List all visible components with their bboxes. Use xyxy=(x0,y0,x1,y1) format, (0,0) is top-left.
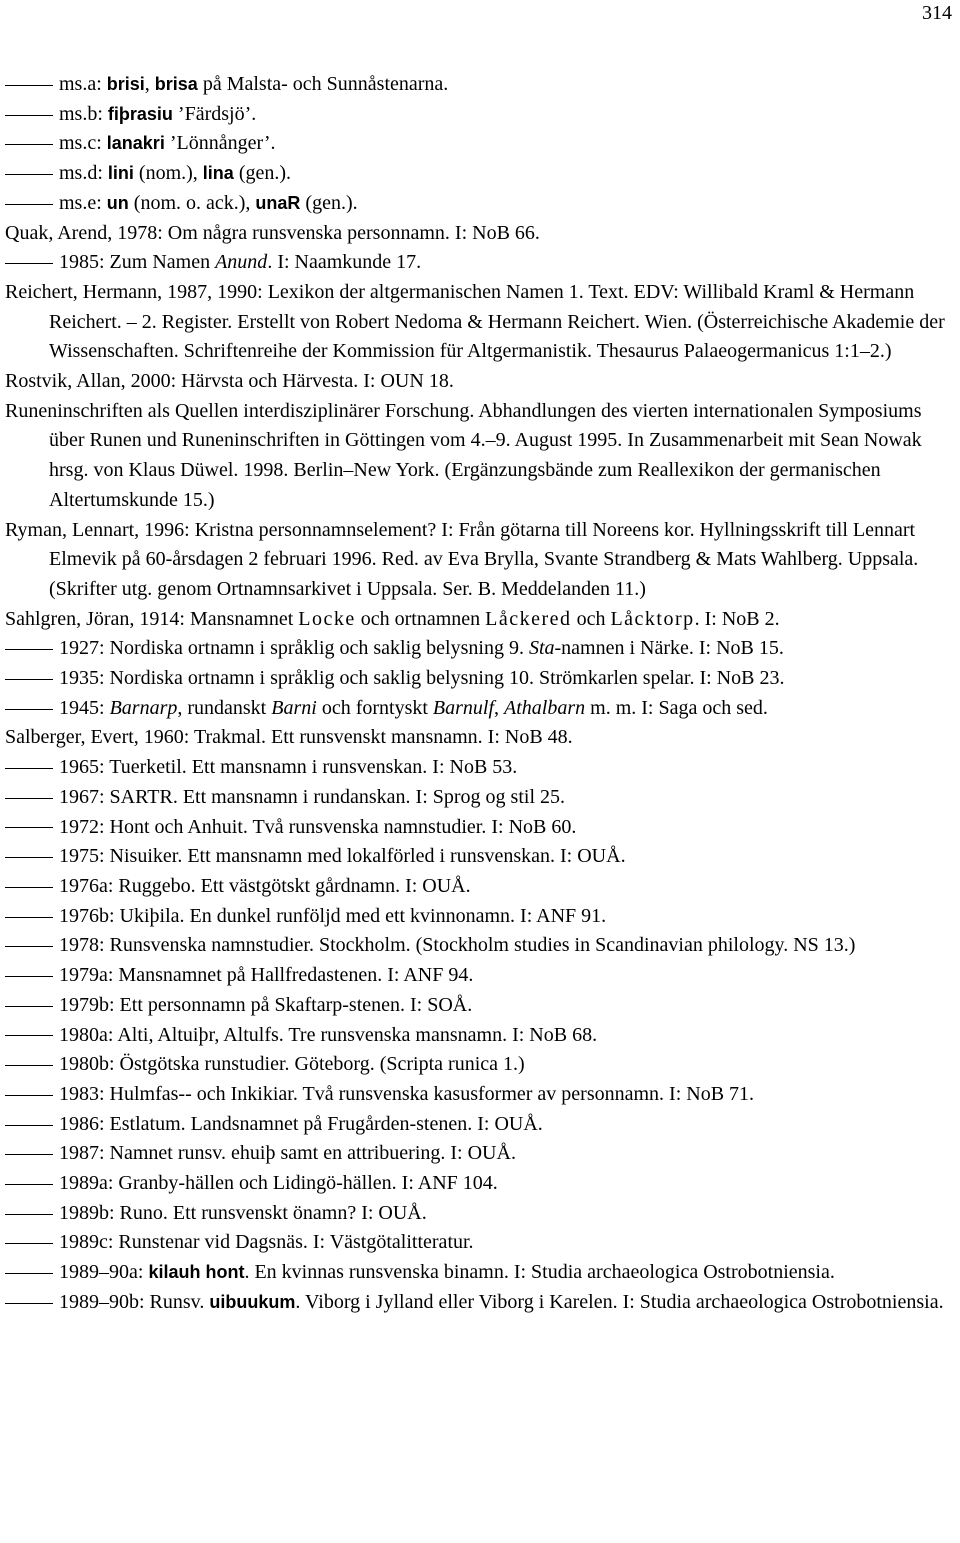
repeat-author-dash xyxy=(5,144,53,145)
entry-text: ms.a: xyxy=(59,73,107,95)
bibliography-entry xyxy=(5,1139,953,1169)
entry-text: ’Lönnånger’. xyxy=(164,132,276,155)
bibliography-entry xyxy=(5,1080,953,1110)
italic-text: Barnulf xyxy=(432,696,495,719)
bibliography-entry xyxy=(5,248,953,278)
bibliography-entry xyxy=(5,694,953,724)
page-number: 314 xyxy=(922,2,952,24)
entry-text: ms.b: xyxy=(59,102,108,125)
runic-transliteration: lini xyxy=(107,163,134,184)
entry-text: (gen.). xyxy=(300,191,358,214)
bibliography-list xyxy=(5,70,953,1318)
bibliography-entry xyxy=(5,991,953,1021)
entry-text: 1987: Namnet runsv. ehuiþ samt en attribuering. I: OUÅ. xyxy=(59,1142,516,1165)
entry-text: ms.c: xyxy=(59,132,107,155)
entry-text: Reichert, Hermann, 1987, 1990: Lexikon der altgermanischen Namen 1. Text. EDV: Willibald Kraml & Hermann Reichert. – 2. Register. Erstellt von Robert Nedoma & Hermann Reichert. Wien. (Österreichische Akademie der Wissenschaften. Schriftenreihe der Kommission für Altgermanistik. Thesaurus Palaeogermanicus 1:1–2.) xyxy=(5,280,945,363)
entry-text: 1989–90a: xyxy=(59,1261,149,1284)
runic-transliteration: lanakri xyxy=(106,133,165,154)
repeat-author-dash xyxy=(5,1065,53,1066)
runic-transliteration: kilauh hont xyxy=(148,1262,245,1283)
entry-text: . Viborg i Jylland eller Viborg i Karelen. I: Studia archaeologica Ostrobotniensia. xyxy=(295,1290,944,1313)
entry-text: 1935: Nordiska ortnamn i språklig och saklig belysning 10. Strömkarlen spelar. I: NoB 23. xyxy=(59,667,785,690)
entry-text: 1979a: Mansnamnet på Hallfredastenen. I: ANF 94. xyxy=(59,964,474,987)
entry-text: ms.e: xyxy=(59,191,107,214)
bibliography-entry xyxy=(5,516,953,605)
entry-text: . En kvinnas runsvenska binamn. I: Studia archaeologica Ostrobotniensia. xyxy=(244,1261,835,1284)
repeat-author-dash xyxy=(5,1214,53,1215)
bibliography-entry xyxy=(5,931,953,961)
repeat-author-dash xyxy=(5,1243,53,1244)
repeat-author-dash xyxy=(5,204,53,205)
repeat-author-dash xyxy=(5,1184,53,1185)
entry-text: 1967: SARTR. Ett mansnamn i rundanskan. I: Sprog og stil 25. xyxy=(59,785,566,808)
repeat-author-dash xyxy=(5,1303,53,1304)
repeat-author-dash xyxy=(5,857,53,858)
entry-text: 1985: Zum Namen xyxy=(59,251,216,274)
bibliography-entry xyxy=(5,1050,953,1080)
bibliography-entry xyxy=(5,723,953,753)
repeat-author-dash xyxy=(5,1125,53,1126)
entry-text: 1978: Runsvenska namnstudier. Stockholm. (Stockholm studies in Scandinavian philology. NS 13.) xyxy=(59,934,856,957)
runic-transliteration: un xyxy=(106,192,129,213)
bibliography-entry xyxy=(5,100,953,130)
entry-text: på Malsta- och Sunnåstenarna. xyxy=(197,73,449,95)
italic-text: Athalbarn xyxy=(504,696,586,719)
bibliography-entry xyxy=(5,902,953,932)
repeat-author-dash xyxy=(5,827,53,828)
entry-text: ms.d: xyxy=(59,162,108,185)
entry-text: 1972: Hont och Anhuit. Två runsvenska namnstudier. I: NoB 60. xyxy=(59,815,577,838)
repeat-author-dash xyxy=(5,174,53,175)
bibliography-entry xyxy=(5,1021,953,1051)
bibliography-entry xyxy=(5,1110,953,1140)
entry-text: 1989b: Runo. Ett runsvenskt önamn? I: OUÅ. xyxy=(59,1201,427,1224)
bibliography-entry xyxy=(5,219,953,249)
bibliography-entry xyxy=(5,605,953,635)
repeat-author-dash xyxy=(5,976,53,977)
spaced-name: Locke xyxy=(298,607,356,630)
spaced-name: Låckered xyxy=(485,607,572,630)
italic-text: Sta xyxy=(528,637,555,660)
entry-text: . I: NoB 2. xyxy=(694,607,780,630)
repeat-author-dash xyxy=(5,709,53,710)
repeat-author-dash xyxy=(5,1006,53,1007)
entry-text: Sahlgren, Jöran, 1914: Mansnamnet xyxy=(5,607,299,630)
entry-text: Ryman, Lennart, 1996: Kristna personnamnselement? I: Från götarna till Noreens kor. Hyllningsskrift till Lennart Elmevik på 60-årsdagen 2 februari 1996. Red. av Eva Brylla, Svante Strandberg & Mats Wahlberg. Uppsala. (Skrifter utg. genom Ortnamnsarkivet i Uppsala. Ser. B. Meddelanden 11.) xyxy=(5,518,919,600)
runic-transliteration: fiþrasiu xyxy=(107,103,173,124)
bibliography-entry xyxy=(5,70,953,100)
bibliography-entry xyxy=(5,159,953,189)
bibliography-entry xyxy=(5,842,953,872)
italic-text: Barni xyxy=(271,696,317,719)
entry-text: (gen.). xyxy=(233,162,292,185)
bibliography-entry xyxy=(5,1169,953,1199)
repeat-author-dash xyxy=(5,798,53,799)
bibliography-entry xyxy=(5,1228,953,1258)
bibliography-entry xyxy=(5,1288,953,1318)
entry-text: ’Färdsjö’. xyxy=(172,102,257,125)
italic-text: Anund xyxy=(215,251,268,274)
bibliography-entry xyxy=(5,129,953,159)
entry-text: m. m. I: Saga och sed. xyxy=(585,696,768,719)
entry-text: (nom.), xyxy=(133,162,203,185)
runic-transliteration: brisa xyxy=(154,74,198,94)
entry-text: (nom. o. ack.), xyxy=(128,191,256,214)
repeat-author-dash xyxy=(5,887,53,888)
entry-text: 1965: Tuerketil. Ett mansnamn i runsvenskan. I: NoB 53. xyxy=(59,756,518,779)
entry-text: . I: Naamkunde 17. xyxy=(267,251,422,274)
bibliography-entry xyxy=(5,634,953,664)
entry-text: 1945: xyxy=(59,696,110,719)
bibliography-entry xyxy=(5,664,953,694)
entry-text: 1980b: Östgötska runstudier. Göteborg. (Scripta runica 1.) xyxy=(59,1053,525,1076)
bibliography-entry xyxy=(5,397,953,516)
entry-text: 1976b: Ukiþila. En dunkel runföljd med ett kvinnonamn. I: ANF 91. xyxy=(59,904,607,927)
repeat-author-dash xyxy=(5,768,53,769)
repeat-author-dash xyxy=(5,1273,53,1274)
entry-text: 1980a: Alti, Altuiþr, Altulfs. Tre runsvenska mansnamn. I: NoB 68. xyxy=(59,1023,598,1046)
repeat-author-dash xyxy=(5,649,53,650)
entry-text: 1979b: Ett personnamn på Skaftarp-stenen. I: SOÅ. xyxy=(59,993,473,1016)
entry-text: , xyxy=(144,73,155,95)
repeat-author-dash xyxy=(5,85,53,86)
bibliography-entry xyxy=(5,189,953,219)
entry-text: Runeninschriften als Quellen interdisziplinärer Forschung. Abhandlungen des vierten internationalen Symposiums über Runen und Runeninschriften in Göttingen vom 4.–9. August 1995. In Zusammenarbeit mit Sean Nowak hrsg. von Klaus Düwel. 1998. Berlin–New York. (Ergänzungsbände zum Reallexikon der germanischen Altertumskunde 15.) xyxy=(5,399,922,511)
repeat-author-dash xyxy=(5,946,53,947)
bibliography-entry xyxy=(5,753,953,783)
entry-text: 1983: Hulmfas-- och Inkikiar. Två runsvenska kasusformer av personnamn. I: NoB 71. xyxy=(59,1082,755,1105)
entry-text: Salberger, Evert, 1960: Trakmal. Ett runsvenskt mansnamn. I: NoB 48. xyxy=(5,726,573,749)
repeat-author-dash xyxy=(5,263,53,264)
repeat-author-dash xyxy=(5,1035,53,1036)
entry-text: 1989–90b: Runsv. xyxy=(59,1290,210,1313)
bibliography-entry xyxy=(5,1199,953,1229)
entry-text: 1989c: Runstenar vid Dagsnäs. I: Västgötalitteratur. xyxy=(59,1231,474,1254)
entry-text: 1986: Estlatum. Landsnamnet på Frugården-stenen. I: OUÅ. xyxy=(59,1112,543,1135)
entry-text: 1927: Nordiska ortnamn i språklig och saklig belysning 9. xyxy=(59,637,529,660)
runic-transliteration: uibuukum xyxy=(209,1291,296,1312)
repeat-author-dash xyxy=(5,679,53,680)
runic-transliteration: lina xyxy=(202,163,234,184)
entry-text: , rundanskt xyxy=(177,696,272,719)
entry-text: Quak, Arend, 1978: Om några runsvenska personnamn. I: NoB 66. xyxy=(5,221,540,244)
repeat-author-dash xyxy=(5,1154,53,1155)
entry-text: och xyxy=(571,607,611,630)
entry-text: Rostvik, Allan, 2000: Härvsta och Härvesta. I: OUN 18. xyxy=(5,370,454,393)
bibliography-entry xyxy=(5,783,953,813)
runic-transliteration: brisi xyxy=(106,74,145,94)
repeat-author-dash xyxy=(5,115,53,116)
bibliography-entry xyxy=(5,367,953,397)
bibliography-entry xyxy=(5,961,953,991)
bibliography-entry xyxy=(5,278,953,367)
entry-text: 1976a: Ruggebo. Ett västgötskt gårdnamn. I: OUÅ. xyxy=(59,874,471,897)
entry-text: och forntyskt xyxy=(316,696,433,719)
spaced-name: Låcktorp xyxy=(610,607,695,630)
repeat-author-dash xyxy=(5,917,53,918)
entry-text: och ortnamnen xyxy=(355,607,486,630)
bibliography-entry xyxy=(5,1258,953,1288)
italic-text: Barnarp xyxy=(109,696,178,719)
entry-text: 1989a: Granby-hällen och Lidingö-hällen. I: ANF 104. xyxy=(59,1172,498,1195)
entry-text: , xyxy=(494,696,505,719)
entry-text: 1975: Nisuiker. Ett mansnamn med lokalförled i runsvenskan. I: OUÅ. xyxy=(59,845,626,868)
repeat-author-dash xyxy=(5,1095,53,1096)
bibliography-entry xyxy=(5,813,953,843)
runic-transliteration: unaR xyxy=(255,192,301,213)
bibliography-entry xyxy=(5,872,953,902)
entry-text: -namnen i Närke. I: NoB 15. xyxy=(554,637,784,660)
